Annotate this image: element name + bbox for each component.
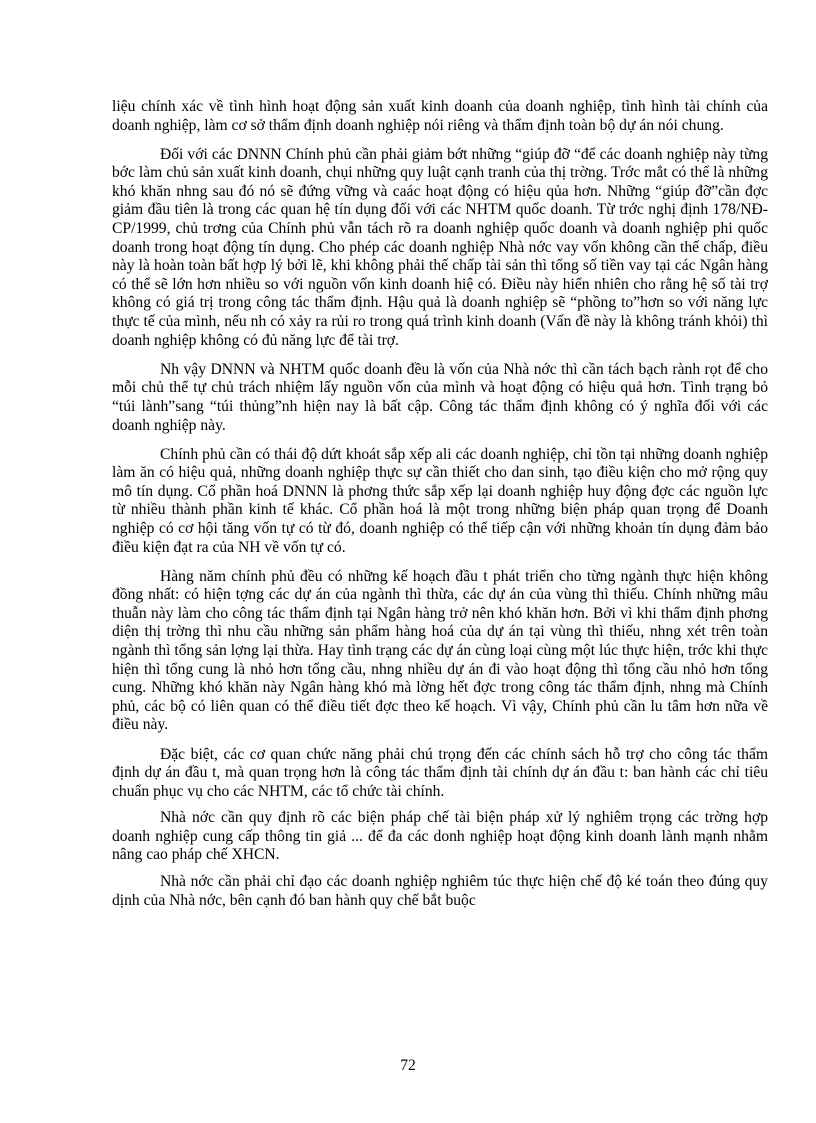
paragraph-6: Đặc biệt, các cơ quan chức năng phải chú trọng đến các chính sách hỗ trợ cho công tác thẩm định dự án đầu t, mà quan trọng hơn là công tác thẩm định tài chính dự án đầu t: ban hành các chỉ tiêu chuẩn phục vụ cho các NHTM, các tổ chức tài chính.	[112, 745, 768, 800]
paragraph-1: liệu chính xác về tình hình hoạt động sản xuất kinh doanh của doanh nghiệp, tình hình tài chính của doanh nghiệp, làm cơ sở thẩm định doanh nghiệp nói riêng và thẩm định toàn bộ dự án nói chung.	[112, 98, 768, 134]
paragraph-2: Đối với các DNNN Chính phủ cần phải giảm bớt những “giúp đỡ “để các doanh nghiệp này từng bớc làm chủ sản xuất kinh doanh, chụi những quy luật cạnh tranh của thị trờng. Trớc mắt có thể là những khó khăn nhng sau đó nó sẽ đứng vững và caác hoạt động có hiệu qủa hơn. Những “giúp đỡ”cần đợc giảm đầu tiên là trong các quan hệ tín dụng đối với các NHTM quốc doanh. Từ trớc nghị định 178/NĐ- CP/1999, chủ trơng của Chính phủ vẫn tách rõ ra doanh nghiệp quốc doanh và doanh nghiệp phi quốc doanh trong hoạt động tín dụng. Cho phép các doanh nghiệp Nhà nớc vay vốn không cần thế chấp, điều này là hoàn toàn bất hợp lý bởi lẽ, khi không phải thế chấp tài sản thì tổng số tiền vay tại các Ngân hàng có thể sẽ lớn hơn nhiều so với nguồn vốn kinh doanh hiệ có. Điều này hiển nhiên cho rằng hệ số tài trợ không có giá trị trong công tác thẩm định. Hậu quả là doanh nghiệp sẽ “phồng to”hơn so với năng lực thực tế của mình, nếu nh có xảy ra rủi ro trong quá trình kinh doanh (Vấn đề này là không tránh khỏi) thì doanh nghiệp không có đủ năng lực để tài trợ.	[112, 145, 768, 349]
paragraph-3: Nh vậy DNNN và NHTM quốc doanh đều là vốn của Nhà nớc thì cần tách bạch rành rọt để cho mỗi chủ thể tự chủ trách nhiệm lấy nguồn vốn của mình và hoạt động có hiệu quả hơn. Tình trạng bỏ “túi lành”sang “túi thủng”nh hiện nay là bất cập. Công tác thẩm định không có ý nghĩa đối với các doanh nghiệp này.	[112, 360, 768, 434]
page-number: 72	[400, 1057, 416, 1074]
paragraph-5: Hàng năm chính phủ đều có những kế hoạch đầu t phát triển cho từng ngành thực hiện không đồng nhất: có hiện tợng các dự án của ngành thì thừa, các dự án của vùng thì thiếu. Chính những mâu thuẫn này làm cho công tác thẩm định tại Ngân hàng trở nên khó khăn hơn. Bởi vì khi thẩm định phơng diện thị trờng thì nhu cầu những sản phẩm hàng hoá của dự án tại vùng thì thiếu, nhng xét trên toàn ngành thì tổng sản lợng lại thừa. Hay tình trạng các dự án cùng loại cùng một lúc thực hiện, trớc khi thực hiện thì tổng cung là nhỏ hơn tổng cầu, nhng nhiều dự án đi vào hoạt động thì tổng cầu nhỏ hơn tổng cung. Những khó khăn này Ngân hàng khó mà lờng hết đợc trong công tác thẩm định, nhng mà Chính phủ, các bộ có liên quan có thể điều tiết đợc theo kế hoạch. Vì vậy, Chính phủ cần lu tâm hơn nữa về điều này.	[112, 567, 768, 734]
document-body	[112, 98, 768, 921]
paragraph-8: Nhà nớc cần phải chỉ đạo các doanh nghiệp nghiêm túc thực hiện chế độ ké toán theo đúng quy dịnh của Nhà nớc, bên cạnh đó ban hành quy chế bắt buộc	[112, 873, 768, 909]
paragraph-7: Nhà nớc cần quy định rõ các biện pháp chế tài biện pháp xử lý nghiêm trọng các trờng hợp doanh nghiệp cung cấp thông tin giả ... để đa các donh nghiệp hoạt động kinh doanh lành mạnh nhằm nâng cao pháp chế XHCN.	[112, 809, 768, 864]
paragraph-4: Chính phủ cần có thái độ dứt khoát sắp xếp ali các doanh nghiệp, chỉ tồn tại những doanh nghiệp làm ăn có hiệu quả, những doanh nghiệp thực sự cần thiết cho dan sinh, tạo điều kiện cho mở rộng quy mô tín dụng. Cổ phần hoá DNNN là phơng thức sắp xếp lại doanh nghiệp huy động đợc các nguồn lực từ nhiều thành phần kinh tế khác. Cổ phần hoá là một trong những biện pháp quan trọng để Doanh nghiệp có cơ hội tăng vốn tự có từ đó, doanh nghiệp có thể tiếp cận với những khoản tín dụng đảm bảo điều kiện đạt ra của NH về vốn tự có.	[112, 445, 768, 556]
